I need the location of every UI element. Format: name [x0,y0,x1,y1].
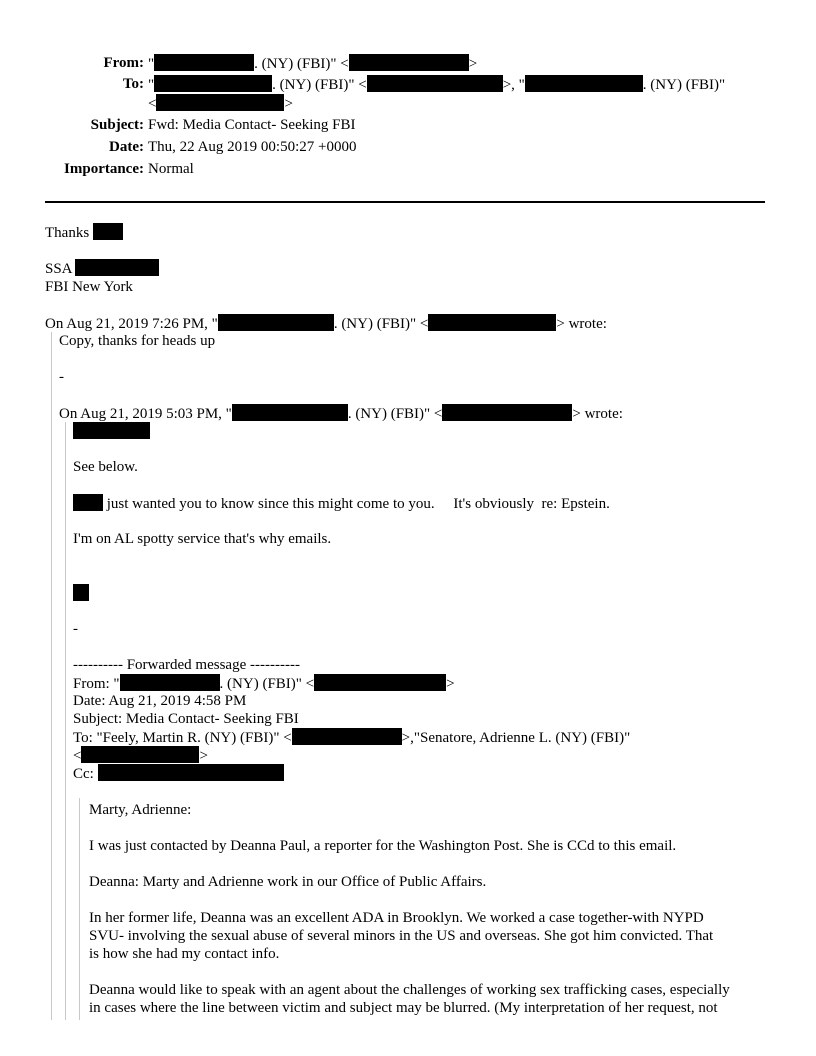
forwarded-from: From: " . (NY) (FBI)" < > [73,676,455,692]
redaction-block [218,314,334,331]
quote2-line2: I'm on AL spotty service that's why emails. [73,531,332,547]
quote1-text: Copy, thanks for heads up [59,333,216,349]
redaction-block [73,494,103,511]
importance-value: Normal [148,161,194,177]
redaction-block [93,223,123,240]
redaction-block [525,75,643,92]
quote-bar-level1 [51,332,52,1020]
quote3-paragraph4-line2: in cases where the line between victim and subject may be blurred. (My interpretation of her request, not [89,1000,718,1016]
signature-office: FBI New York [45,279,133,295]
redaction-block [442,404,572,421]
from-value: " . (NY) (FBI)" < > [148,56,478,72]
forwarded-cc: Cc: [73,764,284,783]
quote1-attribution: On Aug 21, 2019 5:03 PM, " . (NY) (FBI)" < > wrote: [59,406,623,422]
quote1-dash: - [59,369,64,385]
redaction-block [367,75,503,92]
reply-attribution: On Aug 21, 2019 7:26 PM, " . (NY) (FBI)" < > wrote: [45,316,607,332]
to-value-line2: < > [148,96,293,112]
subject-label: Subject: [90,117,144,133]
signature-title: SSA [45,259,159,278]
redaction-block [428,314,556,331]
subject-value: Fwd: Media Contact- Seeking FBI [148,117,356,133]
quote3-paragraph4-line1: Deanna would like to speak with an agent about the challenges of working sex trafficking cases, especially [89,982,730,998]
redaction-block [154,75,272,92]
redaction-block [232,404,348,421]
redaction-block [120,674,220,691]
quote3-paragraph2: Deanna: Marty and Adrienne work in our Office of Public Affairs. [89,874,487,890]
date-label: Date: [109,139,144,155]
redaction-block [73,584,89,601]
forwarded-to-line2: < > [73,748,208,764]
quote2-redacted-signoff [73,584,89,603]
quote3-paragraph3-line2: SVU- involving the sexual abuse of several minors in the US and overseas. She got him convicted. That [89,928,714,944]
redaction-block [154,54,254,71]
redaction-block [98,764,284,781]
header-divider [45,201,765,203]
quote3-paragraph3-line1: In her former life, Deanna was an excellent ADA in Brooklyn. We worked a case together-with NYPD [89,910,704,926]
reply-thanks: Thanks [45,223,123,242]
quote2-see-below: See below. [73,459,138,475]
quote-bar-level2 [65,422,66,1020]
to-value: " . (NY) (FBI)" < >, " . (NY) (FBI)" [148,77,726,93]
redaction-block [349,54,469,71]
forwarded-header: ---------- Forwarded message ---------- [73,657,300,673]
quote3-salutation: Marty, Adrienne: [89,802,192,818]
redaction-block [75,259,159,276]
from-label: From: [103,55,144,71]
importance-label: Importance: [64,161,144,177]
forwarded-date: Date: Aug 21, 2019 4:58 PM [73,693,247,709]
quote2-line1: just wanted you to know since this might come to you. It's obviously re: Epstein. [73,494,610,513]
forwarded-to: To: "Feely, Martin R. (NY) (FBI)" < >,"Senatore, Adrienne L. (NY) (FBI)" [73,730,631,746]
forwarded-subject: Subject: Media Contact- Seeking FBI [73,711,299,727]
quote3-paragraph1: I was just contacted by Deanna Paul, a reporter for the Washington Post. She is CCd to this email. [89,838,677,854]
redaction-block [314,674,446,691]
quote2-redacted-greeting [73,422,150,441]
redaction-block [156,94,284,111]
to-label: To: [122,76,144,92]
quote-bar-level3 [79,798,80,1020]
redaction-block [81,746,199,763]
quote3-paragraph3-line3: is how she had my contact info. [89,946,280,962]
redaction-block [292,728,402,745]
date-value: Thu, 22 Aug 2019 00:50:27 +0000 [148,139,357,155]
redaction-block [73,422,150,439]
quote2-dash: - [73,621,78,637]
